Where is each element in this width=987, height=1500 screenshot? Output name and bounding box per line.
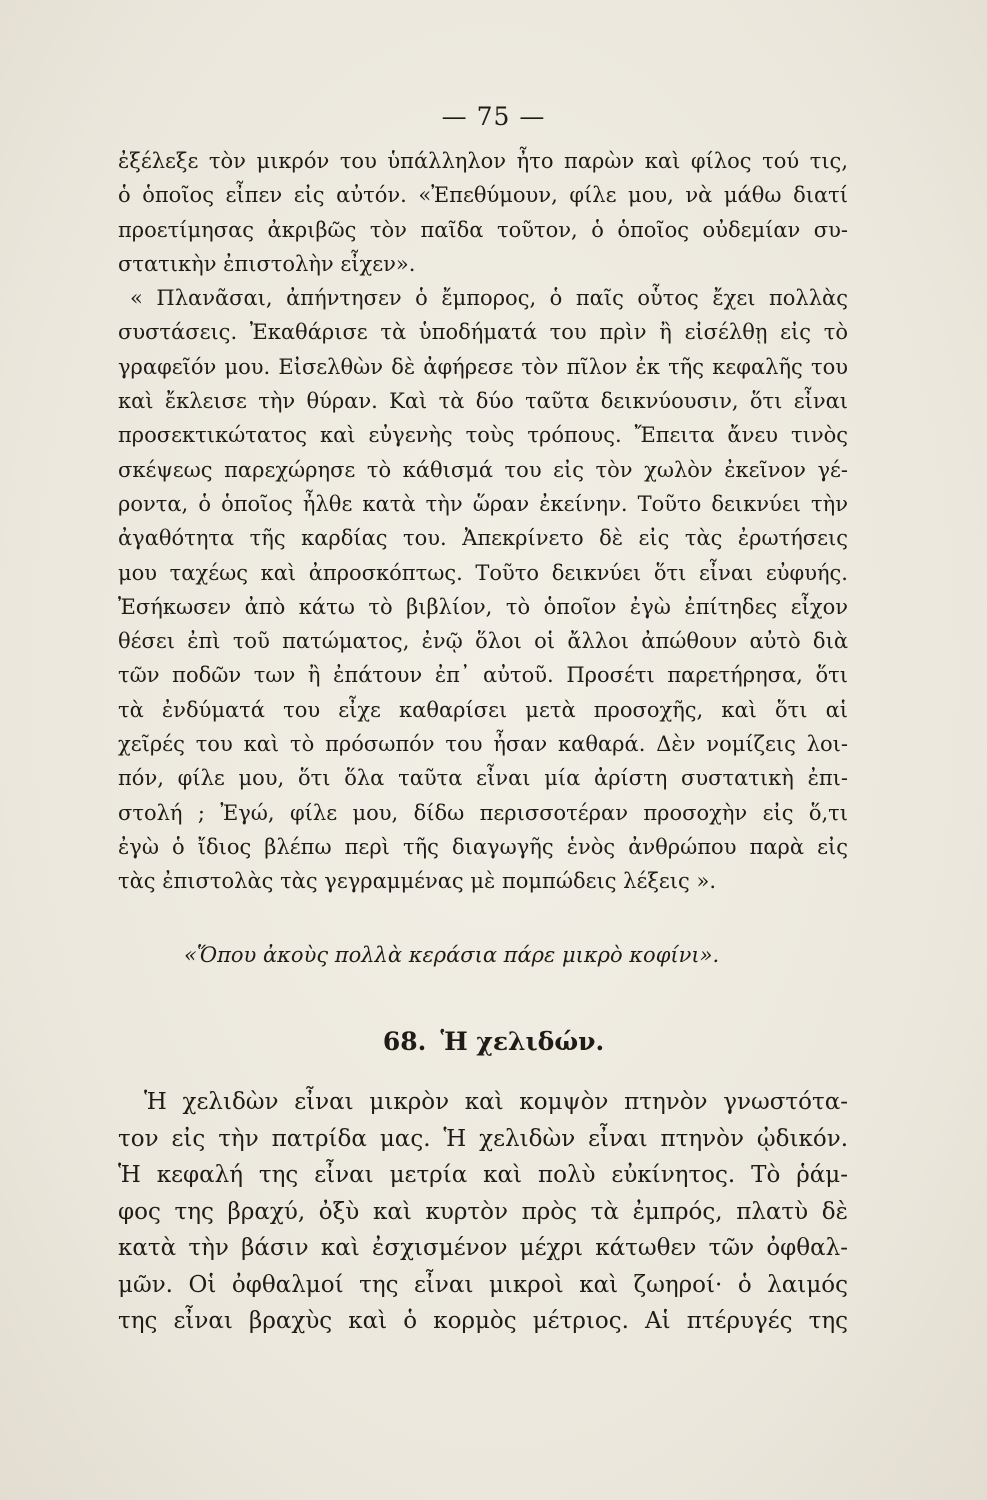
- text-line: πόν, φίλε μου, ὅτι ὅλα ταῦτα εἶναι μία ἀρίστη συστατικὴ ἐπι-: [118, 766, 848, 791]
- text-line: κατὰ τὴν βάσιν καὶ ἐσχισμένον μέχρι κάτωθεν τῶν ὀφθαλ-: [118, 1235, 848, 1261]
- text-line: καὶ ἔκλεισε τὴν θύραν. Καὶ τὰ δύο ταῦτα δεικνύουσιν, ὅτι εἶναι: [118, 389, 848, 414]
- section-heading: [0, 1027, 987, 1056]
- text-line: τὰς ἐπιστολὰς τὰς γεγραμμένας μὲ πομπώδεις λέξεις ».: [118, 869, 716, 894]
- section-number: 68.: [382, 1027, 427, 1056]
- text-line: μῶν. Οἱ ὀφθαλμοί της εἶναι μικροὶ καὶ ζωηροί· ὁ λαιμός: [118, 1271, 848, 1298]
- text-line: τον εἰς τὴν πατρίδα μας. Ἡ χελιδὼν εἶναι πτηνὸν ᾠδικόν.: [118, 1125, 848, 1152]
- text-line: γραφεῖόν μου. Εἰσελθὼν δὲ ἀφήρεσε τὸν πῖλον ἐκ τῆς κεφαλῆς του: [118, 354, 848, 379]
- text-line: προσεκτικώτατος καὶ εὐγενὴς τοὺς τρόπους. Ἔπειτα ἄνευ τινὸς: [118, 423, 848, 448]
- text-line: Ἡ κεφαλή της εἶναι μετρία καὶ πολὺ εὐκίνητος. Τὸ ῥάμ-: [118, 1162, 848, 1188]
- section-title: Ἡ χελιδών.: [440, 1027, 605, 1056]
- text-line: ἐξέλεξε τὸν μικρόν του ὑπάλληλον ἦτο παρὼν καὶ φίλος τού τις,: [118, 149, 848, 173]
- text-line: Ἐσήκωσεν ἀπὸ κάτω τὸ βιβλίον, τὸ ὁποῖον ἐγὼ ἐπίτηδες εἶχον: [118, 594, 848, 619]
- text-line: φος της βραχύ, ὀξὺ καὶ κυρτὸν πρὸς τὰ ἐμπρός, πλατὺ δὲ: [118, 1198, 848, 1225]
- text-line: τῶν ποδῶν των ἢ ἐπάτουν ἐπ᾽ αὐτοῦ. Προσέτι παρετήρησα, ὅτι: [118, 663, 848, 688]
- text-line: ἐγὼ ὁ ἴδιος βλέπω περὶ τῆς διαγωγῆς ἑνὸς ἀνθρώπου παρὰ εἰς: [118, 834, 848, 859]
- text-line: τὰ ἐνδύματά του εἶχε καθαρίσει μετὰ προσοχῆς, καὶ ὅτι αἱ: [118, 697, 848, 722]
- text-line: προετίμησας ἀκριβῶς τὸν παῖδα τοῦτον, ὁ ὁποῖος οὐδεμίαν συ-: [118, 217, 848, 242]
- text-line: « Πλανᾶσαι, ἀπήντησεν ὁ ἔμπορος, ὁ παῖς οὗτος ἔχει πολλὰς: [130, 286, 848, 311]
- text-line: της εἶναι βραχὺς καὶ ὁ κορμὸς μέτριος. Αἱ πτέρυγές της: [118, 1308, 848, 1334]
- text-line: ροντα, ὁ ὁποῖος ἦλθε κατὰ τὴν ὥραν ἐκείνην. Τοῦτο δεικνύει τὴν: [118, 491, 848, 516]
- text-line: σκέψεως παρεχώρησε τὸ κάθισμά του εἰς τὸν χωλὸν ἐκεῖνον γέ-: [118, 457, 848, 482]
- page-number: — 75 —: [441, 102, 546, 131]
- text-block-swallow: [118, 1084, 848, 1340]
- text-line: Ἡ χελιδὼν εἶναι μικρὸν καὶ κομψὸν πτηνὸν γνωστότα-: [144, 1089, 848, 1115]
- text-line: στατικὴν ἐπιστολὴν εἶχεν».: [118, 251, 416, 276]
- text-line: θέσει ἐπὶ τοῦ πατώματος, ἐνῷ ὅλοι οἱ ἄλλοι ἀπώθουν αὐτὸ διὰ: [118, 629, 848, 654]
- text-line: στολή ; Ἐγώ, φίλε μου, δίδω περισσοτέραν προσοχὴν εἰς ὅ,τι: [118, 800, 848, 825]
- text-line: ἀγαθότητα τῆς καρδίας του. Ἀπεκρίνετο δὲ εἰς τὰς ἐρωτήσεις: [118, 526, 848, 551]
- proverb-quote: «Ὅπου ἀκοὺς πολλὰ κεράσια πάρε μικρὸ κοφίνι».: [184, 943, 720, 967]
- text-line: μου ταχέως καὶ ἀπροσκόπτως. Τοῦτο δεικνύει ὅτι εἶναι εὐφυής.: [118, 560, 848, 585]
- text-line: ὁ ὁποῖος εἶπεν εἰς αὐτόν. «Ἐπεθύμουν, φίλε μου, νὰ μάθω διατί: [118, 183, 848, 208]
- text-block-story: [118, 144, 848, 899]
- text-line: συστάσεις. Ἐκαθάρισε τὰ ὑποδήματά του πρὶν ἢ εἰσέλθῃ εἰς τὸ: [118, 320, 848, 345]
- text-line: χεῖρές του καὶ τὸ πρόσωπόν του ἦσαν καθαρά. Δὲν νομίζεις λοι-: [118, 732, 848, 757]
